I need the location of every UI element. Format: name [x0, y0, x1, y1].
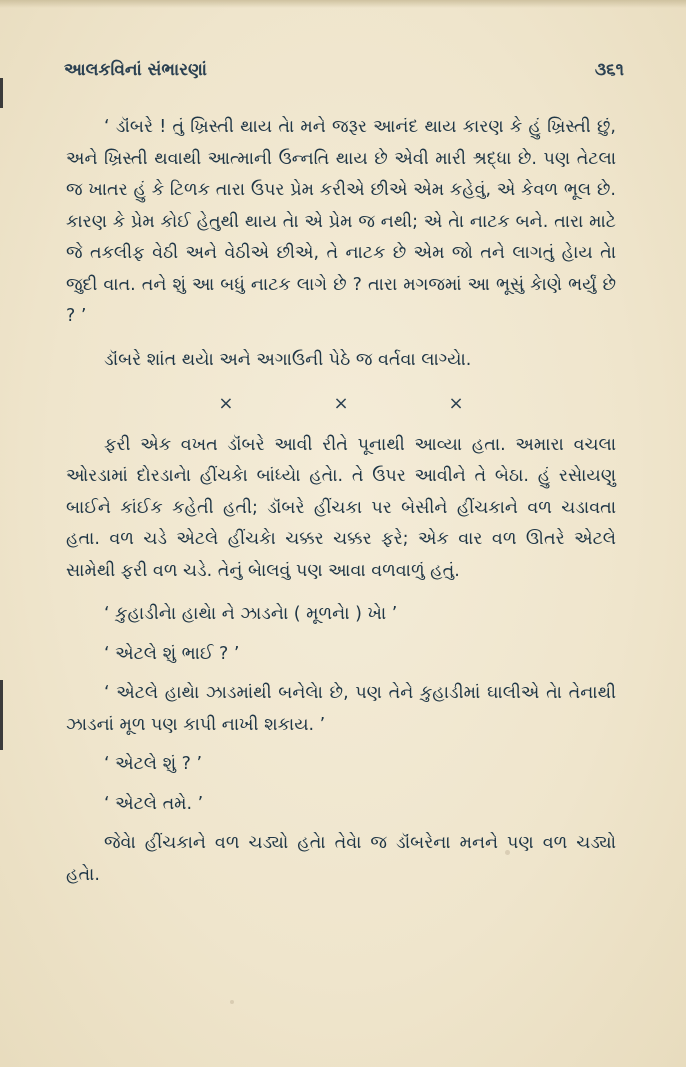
page-top-edge — [0, 0, 686, 8]
paragraph: ડૉંબરે શાંત થયેા અને અગાઉની પેઠે જ વર્તવા લાગ્યેા. — [104, 349, 472, 370]
paper-speck — [230, 1000, 234, 1004]
page-number: ૩૬૧ — [594, 60, 624, 80]
body-text — [66, 112, 616, 903]
page-edge-mark — [0, 680, 3, 750]
paragraph: ફરી એક વખત ડૉંબરે આવી રીતે પૂનાથી આવ્યા હતા. અમારા વચલા ઓરડામાં દોરડાનેા હીંચકેા બાંધ્યેા હતેા. તે ઉપર આવીને તે બેઠા. હું રસેાયણુ બાઈને કાંઈક કહેતી હતી; ડૉંબરે હીંચકા પર બેસીને હીંચકાને વળ ચડાવતા હતા. વળ ચડે એટલે હીંચકેા ચક્કર ચક્કર ફરે; એક વાર વળ ઊતરે એટલે સામેથી ફરી વળ ચડે. તેનું બેાલવું પણ આવા વળવાળું હતું. — [66, 434, 616, 581]
paragraph: ‘ ડૉંબરે ! તું ખ્રિસ્તી થાય તેા મને જરૂર આનંદ થાય કારણ કે હું ખ્રિસ્તી છું, અને ખ્રિસ્તી થવાથી આત્માની ઉન્નતિ થાય છે એવી મારી શ્રદ્ધા છે. પણ તેટલા જ ખાતર હું કે ટિળક તારા ઉપર પ્રેમ કરીએ છીએ એમ કહેવું, એ કેવળ ભૂલ છે. કારણ કે પ્રેમ કોઈ હેતુથી થાય તેા એ પ્રેમ જ નથી; એ તેા નાટક બને. તારા માટે જે તકલીફ વેઠી અને વેઠીએ છીએ, તે નાટક છે એમ જો તને લાગતું હેાય તેા જુદી વાત. તને શું આ બધું નાટક લાગે છે ? તારા મગજમાં આ ભૂસું કેાણે ભર્યું છે ? ’ — [66, 117, 616, 326]
running-title: આલકવિનાં સંભારણાં — [64, 60, 207, 80]
page-header — [64, 60, 624, 92]
dialogue-line: ‘ એટલે હાથેા ઝાડમાંથી બનેલેા છે, પણ તેને કુહાડીમાં ઘાલીએ તેા તેનાથી ઝાડનાં મૂળ પણ કાપી નાખી શકાય. ’ — [66, 683, 616, 735]
separator-mark: × — [448, 393, 464, 414]
separator-mark: × — [218, 393, 234, 414]
separator-mark: × — [333, 393, 349, 414]
dialogue-line: ‘ કુહાડીનેા હાથેા ને ઝાડનેા ( મૂળનેા ) ખેા ’ — [104, 604, 398, 624]
page-edge-mark — [0, 78, 3, 108]
section-separator — [66, 388, 616, 420]
dialogue-line: ‘ એટલે શું ભાઈ ? ’ — [104, 643, 240, 664]
paragraph: જેવેા હીંચકાને વળ ચડ્યો હતેા તેવેા જ ડૉંબરેના મનને પણ વળ ચડ્યો હતેા. — [66, 833, 616, 885]
dialogue-line: ‘ એટલે તમે. ’ — [104, 793, 204, 814]
dialogue-line: ‘ એટલે શું ? ’ — [104, 754, 203, 774]
